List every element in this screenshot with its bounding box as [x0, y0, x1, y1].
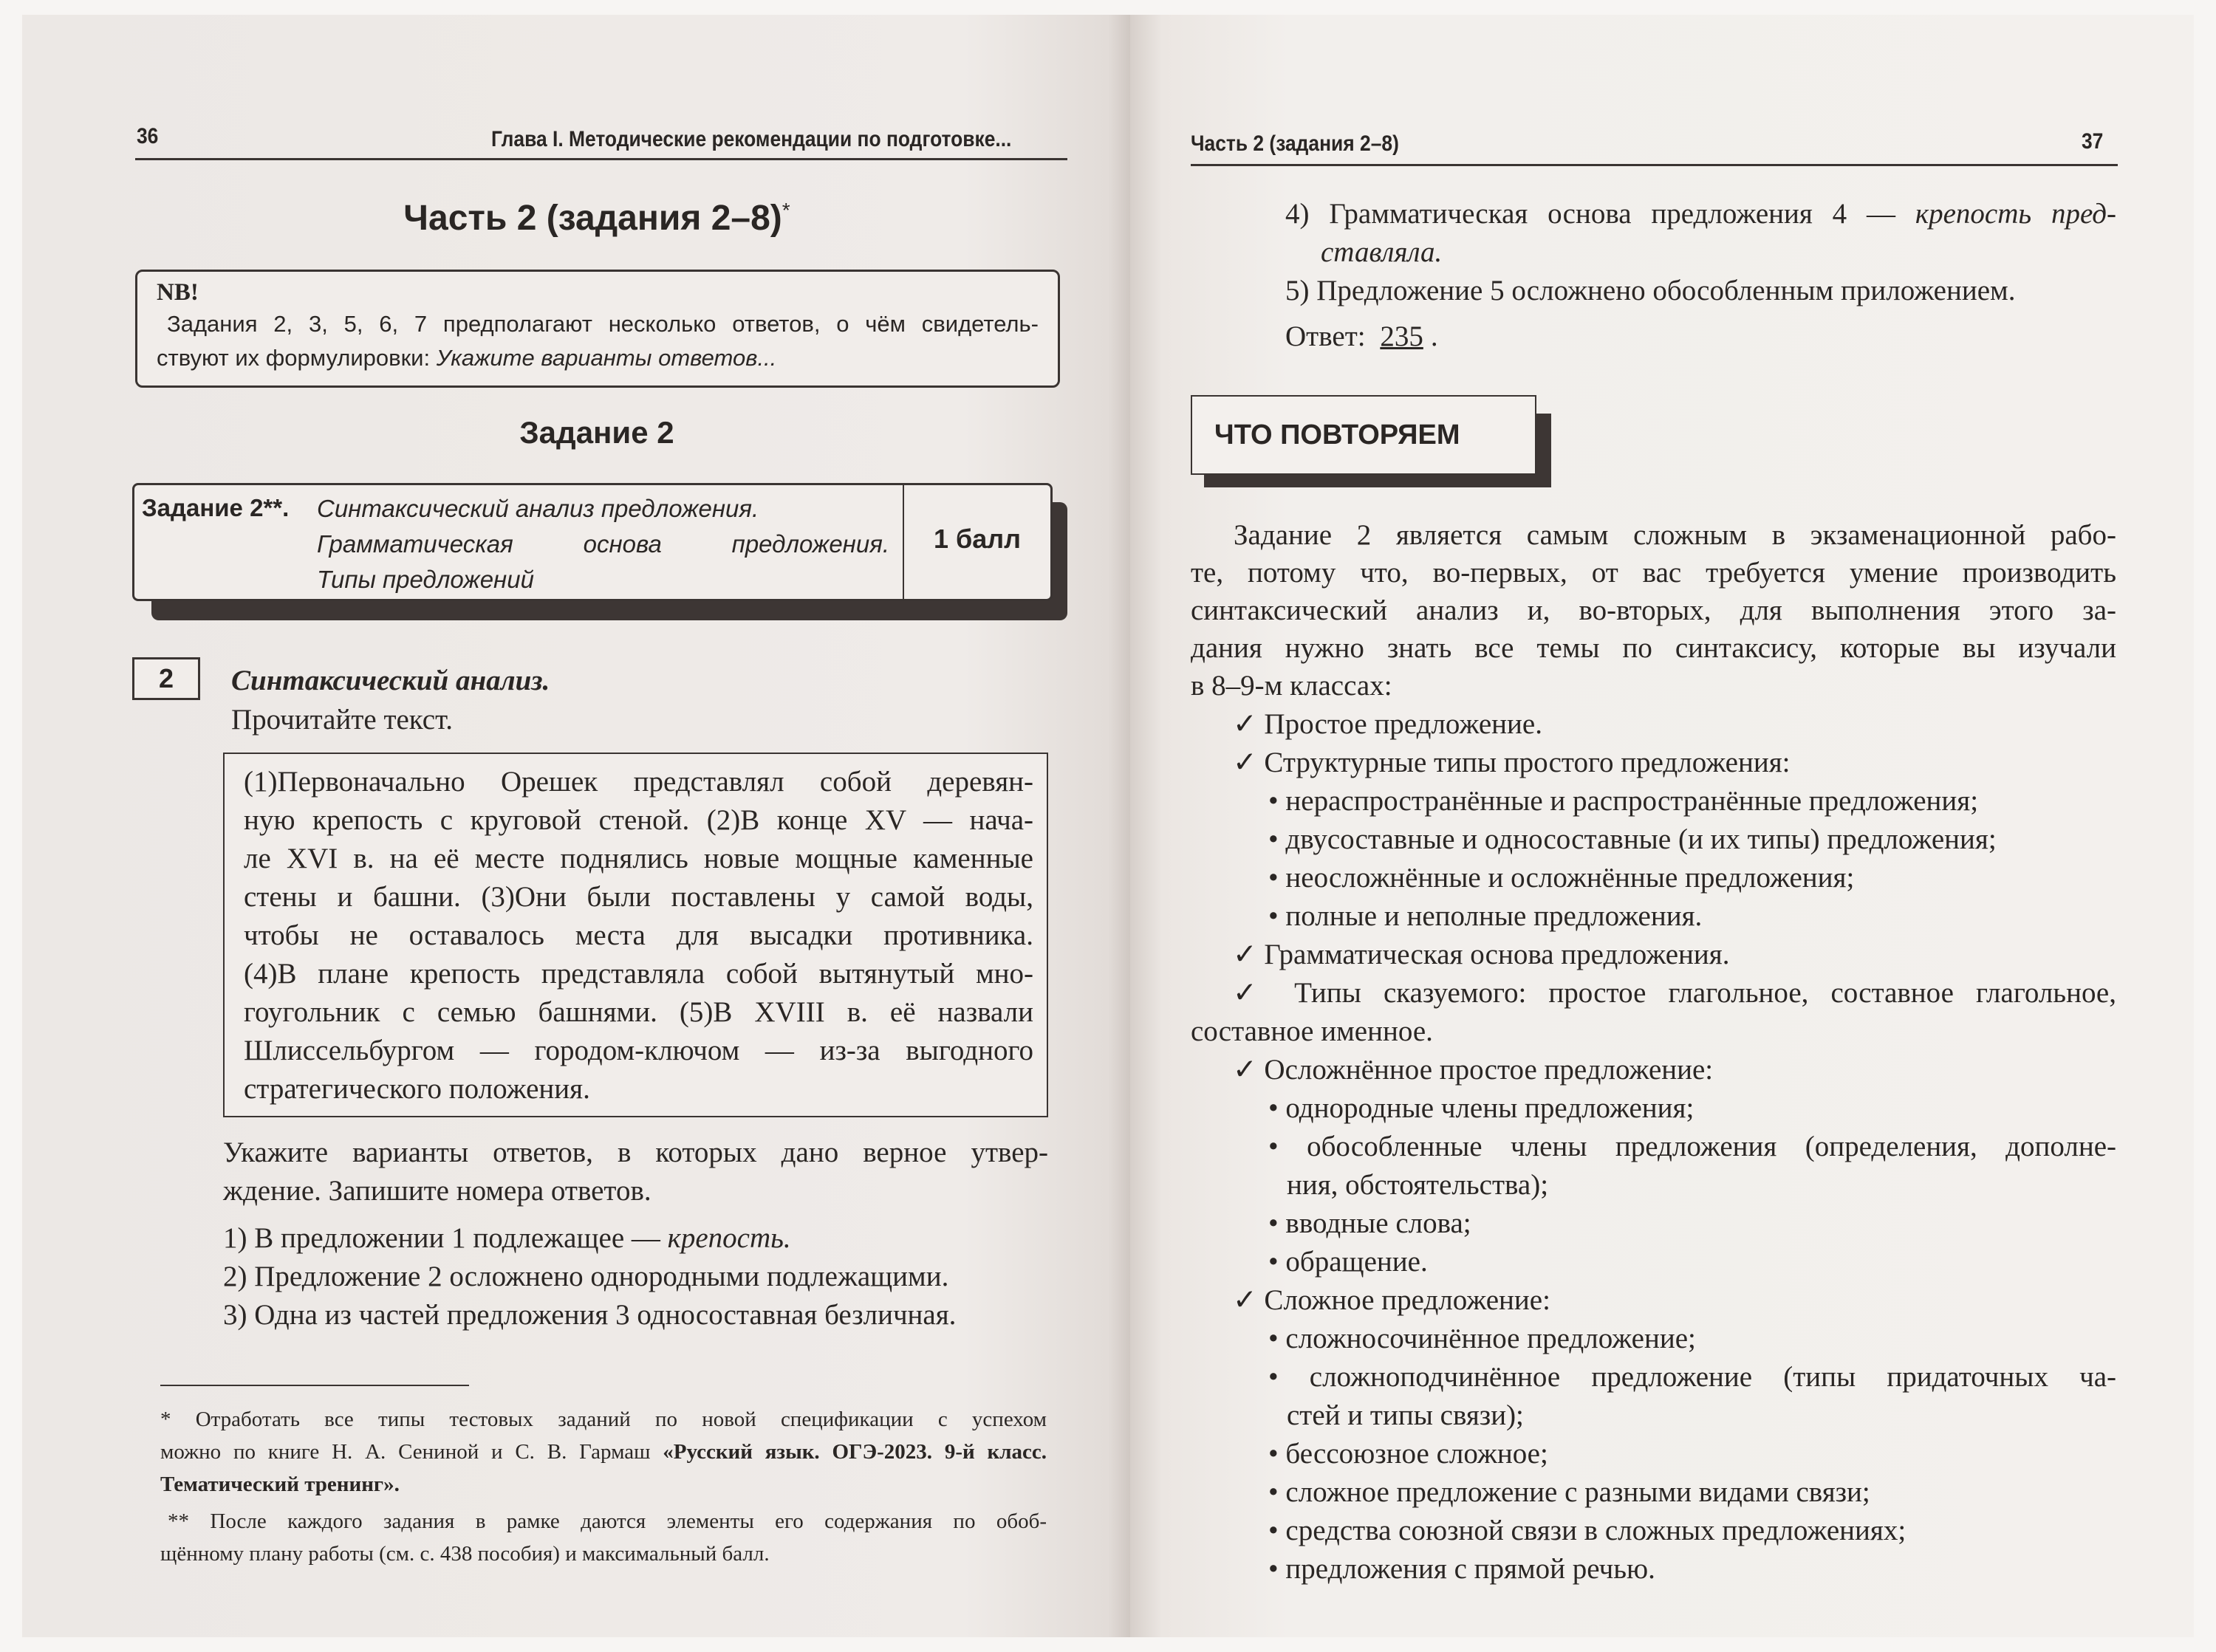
bullet-item: • предложения с прямой речью.	[1268, 1553, 1655, 1585]
intro-line: дания нужно знать все темы по синтаксису, которые вы изучали	[1191, 632, 2116, 664]
bullet-item: • бессоюзное сложное;	[1268, 1438, 1548, 1470]
answer-value: 235	[1380, 321, 1423, 352]
bullet-item: • обособленные члены предложения (определения, дополне-	[1268, 1131, 2116, 1162]
task-box	[132, 483, 1053, 601]
part-title-text: Часть 2 (задания 2–8)	[403, 199, 782, 238]
footnote-book-title: «Русский язык. ОГЭ-2023. 9-й класс.	[663, 1440, 1047, 1464]
intro-line: синтаксический анализ и, во-вторых, для выполнения этого за-	[1191, 594, 2116, 626]
right-page-number: 37	[2082, 129, 2104, 154]
answer-options	[223, 1219, 1048, 1334]
check-item: ✓ Грамматическая основа предложения.	[1233, 939, 1730, 970]
check-item: ✓ Осложнённое простое предложение:	[1233, 1054, 1714, 1086]
option-4	[1285, 195, 2116, 356]
intro-line: Задание 2 является самым сложным в экзаменационной рабо-	[1234, 519, 2116, 551]
text-line: (4)В плане крепость представляла собой вытянутый мно-	[244, 958, 1033, 990]
instruction: Прочитайте текст.	[231, 704, 453, 736]
nb-line	[157, 341, 1039, 375]
part-title	[135, 198, 1059, 239]
check-item: ✓ Структурные типы простого предложения:	[1233, 747, 1791, 778]
bullet-item: • сложное предложение с разными видами связи;	[1268, 1476, 1870, 1508]
review-checklist	[1191, 705, 2116, 1588]
option-italic: крепость.	[667, 1222, 791, 1254]
footnote-line: щённому плану работы (см. с. 438 пособия) и максимальный балл.	[160, 1542, 770, 1566]
footnote-line: ** После каждого задания в рамке даются элементы его содержания по обоб-	[168, 1509, 1047, 1533]
review-heading: ЧТО ПОВТОРЯЕМ	[1191, 395, 1536, 475]
text-line: чтобы не оставалось места для высадки противника.	[244, 919, 1033, 951]
nb-italic-text: Укажите варианты ответов...	[436, 345, 777, 371]
footnotes	[160, 1403, 1047, 1570]
bullet-item: • неосложнённые и осложнённые предложения;	[1268, 862, 1855, 894]
text-line: ле XVI в. на её месте поднялись новые мощные каменные	[244, 843, 1033, 874]
bullet-item-continuation: ния, обстоятельства);	[1287, 1169, 1549, 1201]
answer	[1285, 318, 2116, 356]
option-1	[223, 1219, 1048, 1258]
check-item: ✓ Сложное предложение:	[1233, 1284, 1550, 1316]
task-title: Синтаксический анализ.	[231, 665, 550, 696]
bullet-item: • обращение.	[1268, 1246, 1428, 1278]
option-4-continuation: ставляла.	[1321, 236, 1443, 268]
intro-paragraph	[1191, 516, 2116, 705]
right-running-head: Часть 2 (задания 2–8)	[1191, 131, 1399, 156]
task-box-topics	[317, 491, 889, 597]
task-heading: Задание 2	[519, 415, 674, 450]
option-2: 2) Предложение 2 осложнено однородными подлежащими.	[223, 1261, 949, 1292]
text-line: (1)Первоначально Орешек представлял собой деревян-	[244, 766, 1033, 798]
bullet-item: • двусоставные и односоставные (и их типы) предложения;	[1268, 823, 1997, 855]
nb-label: NB!	[157, 279, 199, 306]
bullet-item: • средства союзной связи в сложных предложениях;	[1268, 1515, 1906, 1546]
bullet-item: • сложносочинённое предложение;	[1268, 1323, 1696, 1354]
nb-text: ствуют их формулировки:	[157, 345, 437, 371]
footnote-line	[160, 1436, 1047, 1468]
answer-end: .	[1430, 321, 1438, 352]
question-line: Укажите варианты ответов, в которых дано верное утвер-	[223, 1137, 1048, 1168]
option-italic: крепость пред-	[1915, 198, 2116, 230]
option-text: 1) В предложении 1 подлежащее —	[223, 1222, 668, 1254]
check-item: ✓ Типы сказуемого: простое глагольное, составное глагольное,	[1233, 977, 2116, 1009]
answer-label: Ответ:	[1285, 321, 1366, 352]
footnote-rule	[160, 1385, 469, 1386]
check-item: ✓ Простое предложение.	[1233, 708, 1542, 740]
bullet-item: • нераспространённые и распространённые предложения;	[1268, 785, 1979, 817]
bullet-item-continuation: стей и типы связи);	[1287, 1399, 1524, 1431]
nb-box	[135, 270, 1060, 388]
text-line: стены и башни. (3)Они были поставлены у самой воды,	[244, 881, 1033, 913]
intro-line: в 8–9-м классах:	[1191, 670, 1392, 702]
option-text: 4) Грамматическая основа предложения 4 —	[1285, 198, 1915, 230]
left-running-head: Глава I. Методические рекомендации по подготовке...	[491, 127, 1012, 151]
footnote-mark: *	[782, 199, 790, 222]
footnote-line: * Отработать все типы тестовых заданий по новой спецификации с успехом	[160, 1408, 1047, 1431]
left-page-number: 36	[137, 124, 159, 148]
intro-line: те, потому что, во-первых, от вас требуется умение производить	[1191, 557, 2116, 589]
text-line: стратегического положения.	[244, 1073, 590, 1105]
text-line: гоугольник с семью башнями. (5)В XVIII в. её назвали	[244, 996, 1033, 1028]
reading-text-box	[223, 753, 1048, 1117]
bullet-item: • сложноподчинённое предложение (типы придаточных ча-	[1268, 1361, 2116, 1393]
option-5: 5) Предложение 5 осложнено обособленным приложением.	[1285, 275, 2016, 306]
footnote-line: Тематический тренинг».	[160, 1473, 400, 1496]
header-rule	[1191, 164, 2118, 166]
task-number-badge: 2	[132, 657, 200, 700]
check-item-continuation: составное именное.	[1191, 1015, 1433, 1047]
bullet-item: • вводные слова;	[1268, 1207, 1471, 1239]
task-box-label: Задание 2**.	[142, 494, 290, 521]
task-score: 1 балл	[933, 524, 1022, 554]
nb-line: Задания 2, 3, 5, 6, 7 предполагают несколько ответов, о чём свидетель-	[167, 311, 1039, 337]
footnote-text: можно по книге Н. А. Сениной и С. В. Гармаш	[160, 1440, 663, 1464]
question-line: ждение. Запишите номера ответов.	[223, 1175, 652, 1207]
text-line: ную крепость с круговой стеной. (2)В конце XV — нача-	[244, 804, 1033, 836]
header-rule	[135, 158, 1067, 160]
text-line: Шлиссельбургом — городом-ключом — из-за выгодного	[244, 1035, 1033, 1066]
topic: Типы предложений	[317, 566, 534, 593]
bullet-item: • однородные члены предложения;	[1268, 1092, 1695, 1124]
topic: Грамматическая основа предложения.	[317, 530, 889, 558]
option-4-line	[1285, 195, 2116, 233]
option-3: 3) Одна из частей предложения 3 односоставная безличная.	[223, 1299, 957, 1331]
topic: Синтаксический анализ предложения.	[317, 495, 759, 522]
question	[223, 1134, 1048, 1210]
bullet-item: • полные и неполные предложения.	[1268, 900, 1703, 932]
